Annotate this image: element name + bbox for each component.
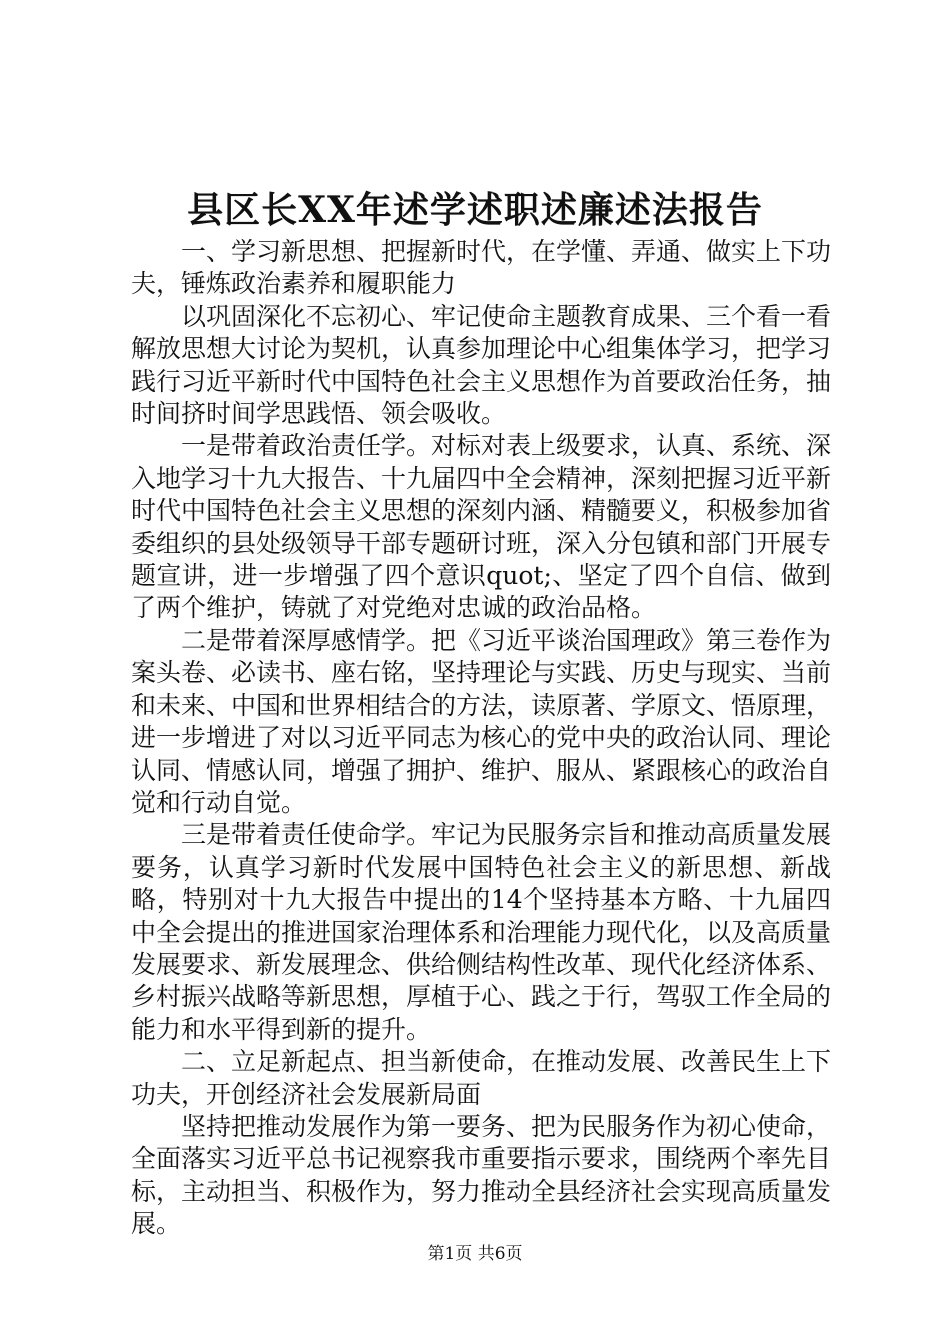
paragraph-intro: 以巩固深化不忘初心、牢记使命主题教育成果、三个看一看解放思想大讨论为契机，认真参加理论中心组集体学习，把学习践行习近平新时代中国特色社会主义思想作为首要政治任务，抽时间挤时间学思践悟、领会吸收。 [131,301,832,429]
paragraph-section-heading-2: 二、立足新起点、担当新使命，在推动发展、改善民生上下功夫，开创经济社会发展新局面 [131,1047,832,1109]
paragraph-development: 坚持把推动发展作为第一要务、把为民服务作为初心使命，全面落实习近平总书记视察我市重要指示要求，围绕两个率先目标，主动担当、积极作为，努力推动全县经济社会实现高质量发展。 [131,1111,832,1239]
paragraph-point-3: 三是带着责任使命学。牢记为民服务宗旨和推动高质量发展要务，认真学习新时代发展中国特色社会主义的新思想、新战略，特别对十九大报告中提出的14个坚持基本方略、十九届四中全会提出的推进国家治理体系和治理能力现代化，以及高质量发展要求、新发展理念、供给侧结构性改革、现代化经济体系、乡村振兴战略等新思想，厚植于心、践之于行，驾驭工作全局的能力和水平得到新的提升。 [131,820,832,1044]
paragraph-section-heading-1: 一、学习新思想、把握新时代，在学懂、弄通、做实上下功夫，锤炼政治素养和履职能力 [131,237,832,299]
document-body [131,236,831,1241]
paragraph-point-2: 二是带着深厚感情学。把《习近平谈治国理政》第三卷作为案头卷、必读书、座右铭，坚持理论与实践、历史与现实、当前和未来、中国和世界相结合的方法，读原著、学原文、悟原理，进一步增进了对以习近平同志为核心的党中央的政治认同、理论认同、情感认同，增强了拥护、维护、服从、紧跟核心的政治自觉和行动自觉。 [131,625,832,817]
page-number-footer: 第1页 共6页 [427,1244,523,1264]
document-title: 县区长XX年述学述职述廉述法报告 [187,189,763,231]
paragraph-point-1: 一是带着政治责任学。对标对表上级要求，认真、系统、深入地学习十九大报告、十九届四中全会精神，深刻把握习近平新时代中国特色社会主义思想的深刻内涵、精髓要义，积极参加省委组织的县处级领导干部专题研讨班，深入分包镇和部门开展专题宣讲，进一步增强了四个意识quot;、坚定了四个自信、做到了两个维护，铸就了对党绝对忠诚的政治品格。 [131,431,832,623]
